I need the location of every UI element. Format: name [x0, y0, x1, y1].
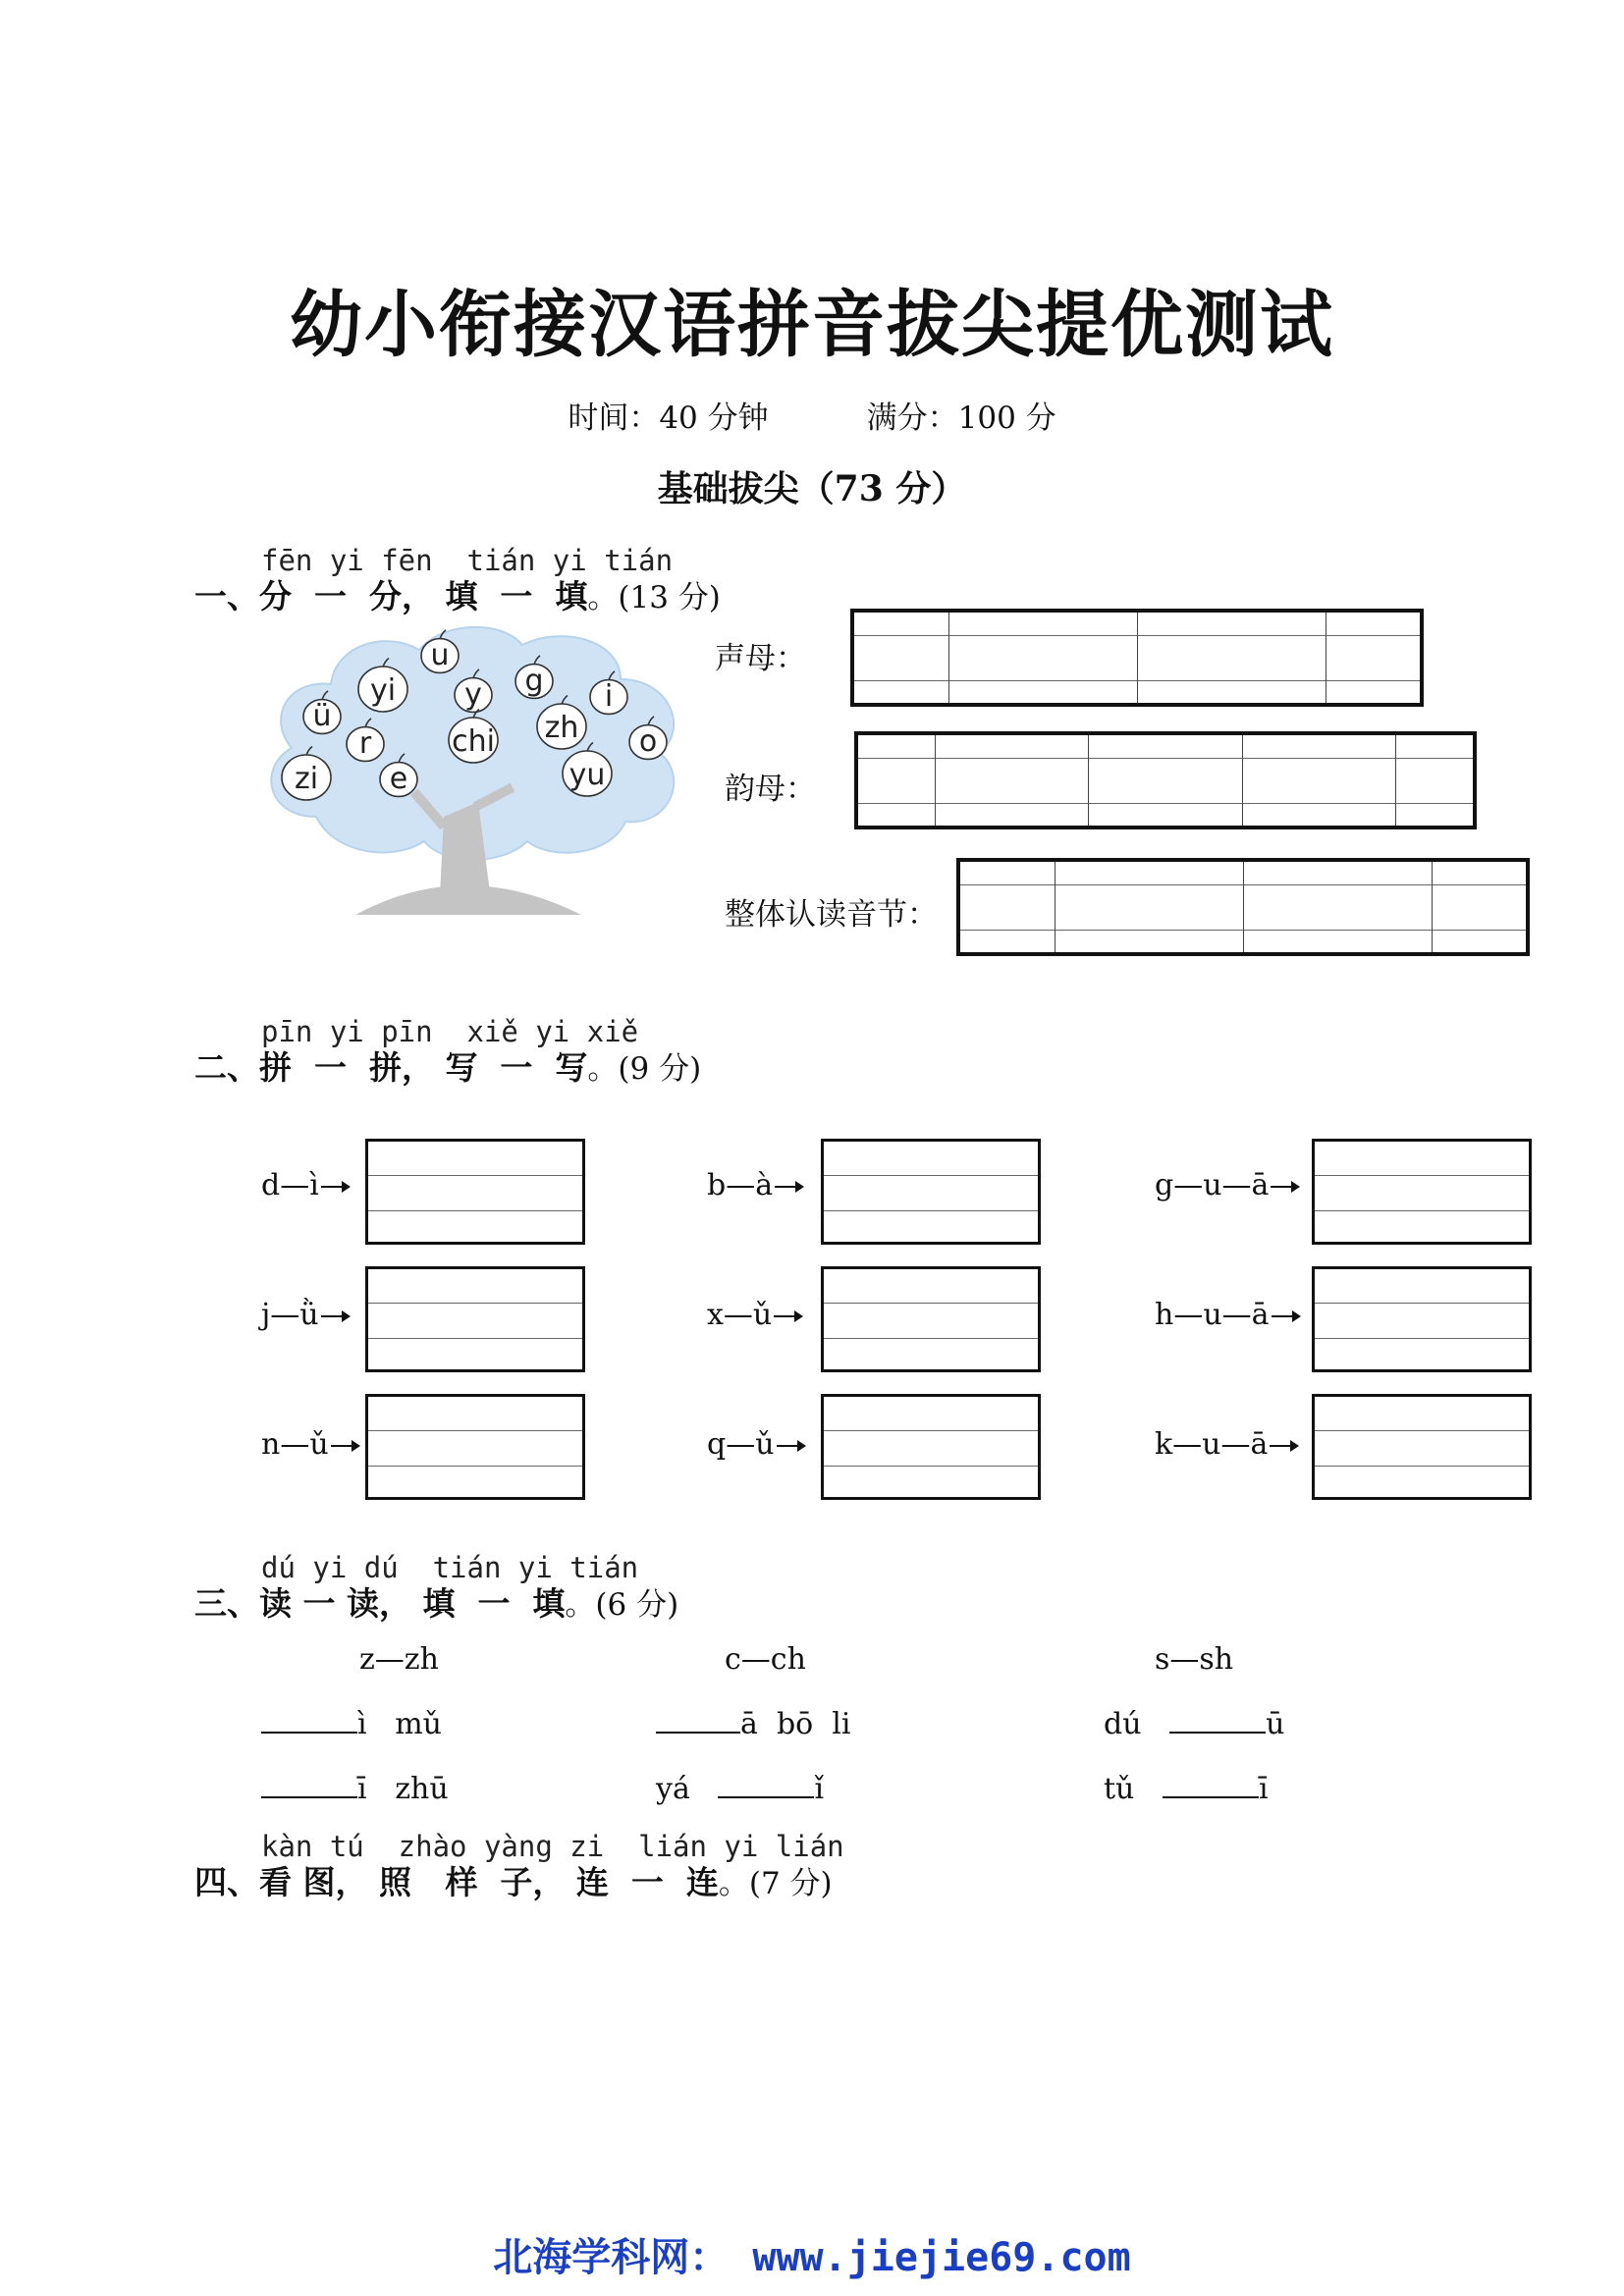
guide-line — [824, 1175, 1038, 1176]
q1-heading — [194, 571, 721, 617]
q2-heading — [194, 1042, 701, 1089]
spell-item — [707, 1427, 804, 1462]
label-shengmu: 声母： — [715, 641, 806, 676]
guide-line — [824, 1303, 1038, 1304]
guide-line — [1315, 1338, 1529, 1339]
answer-blank[interactable] — [718, 1771, 814, 1798]
fill-item-4: ī zhū — [261, 1771, 449, 1806]
write-box[interactable] — [1312, 1394, 1532, 1500]
q1-pinyin: fēn yi fēn tián yi tián — [261, 544, 674, 577]
fill-item-6: tǔ ī — [1104, 1772, 1269, 1806]
fill-item-5: yá ǐ — [656, 1772, 825, 1806]
exam-meta — [0, 393, 1624, 437]
write-box[interactable] — [365, 1139, 585, 1245]
apple-letter: r — [358, 726, 372, 761]
fill-item-1: ì mǔ — [261, 1706, 442, 1741]
spell-syllable: d—ì — [261, 1168, 319, 1202]
pair-z-zh: z—zh — [359, 1642, 439, 1677]
label-zhengti: 整体认读音节： — [725, 897, 938, 933]
apple-letter: zi — [294, 762, 319, 796]
guide-line — [824, 1338, 1038, 1339]
guide-line — [368, 1210, 582, 1211]
q4-heading — [194, 1857, 833, 1903]
spell-syllable: k—u—ā — [1155, 1427, 1269, 1462]
q2-score: 。(9 分) — [587, 1051, 702, 1087]
write-box[interactable] — [821, 1266, 1041, 1372]
footer-website[interactable]: 北海学科网： www.jiejie69.com — [493, 2235, 1131, 2280]
answer-blank[interactable] — [261, 1706, 357, 1734]
yunmu-cells — [858, 735, 1473, 826]
apple-letter: yu — [568, 758, 606, 792]
guide-line — [1315, 1175, 1529, 1176]
apple-letter: u — [430, 638, 450, 672]
q3-heading — [194, 1578, 678, 1625]
apple-letter: e — [389, 762, 408, 796]
pair-c-ch: c—ch — [725, 1642, 806, 1677]
spell-item — [1155, 1168, 1298, 1202]
spell-syllable: b—à — [707, 1168, 774, 1202]
arrow-icon — [774, 1315, 801, 1317]
spell-syllable: j—ǜ — [261, 1298, 319, 1332]
label-yunmu: 韵母： — [725, 772, 816, 807]
arrow-icon — [777, 1445, 804, 1447]
arrow-icon — [1270, 1445, 1297, 1447]
guide-line — [1315, 1466, 1529, 1467]
guide-line — [1315, 1303, 1529, 1304]
spell-syllable: n—ǔ — [261, 1427, 329, 1462]
spell-item — [707, 1168, 802, 1202]
apple-tree-image — [257, 620, 689, 915]
apple-letter: i — [604, 679, 614, 714]
write-box[interactable] — [1312, 1139, 1532, 1245]
yunmu-grid[interactable] — [854, 731, 1477, 829]
spell-item — [261, 1298, 349, 1332]
spell-syllable: x—ǔ — [707, 1298, 773, 1332]
pair-s-sh: s—sh — [1155, 1642, 1234, 1677]
guide-line — [368, 1466, 582, 1467]
spell-syllable: h—u—ā — [1155, 1298, 1270, 1332]
guide-line — [1315, 1210, 1529, 1211]
write-box[interactable] — [365, 1394, 585, 1500]
apple-letter: ü — [312, 699, 332, 733]
q2-pinyin: pīn yi pīn xiě yi xiě — [261, 1015, 639, 1048]
q3-score: 。(6 分) — [565, 1587, 679, 1623]
q1-score: 。(13 分) — [587, 580, 721, 615]
q4-pinyin: kàn tú zhào yàng zi lián yi lián — [261, 1830, 844, 1863]
write-box[interactable] — [821, 1139, 1041, 1245]
guide-line — [368, 1430, 582, 1431]
answer-blank[interactable] — [656, 1706, 740, 1734]
apple-letter: y — [464, 677, 482, 712]
spell-item — [261, 1427, 358, 1462]
apple-letter: chi — [452, 724, 495, 759]
zhengti-grid[interactable] — [956, 858, 1530, 956]
apple-letter: zh — [544, 711, 579, 745]
spell-item — [1155, 1298, 1299, 1332]
arrow-icon — [321, 1186, 349, 1188]
answer-blank[interactable] — [1169, 1706, 1266, 1734]
arrow-icon — [331, 1445, 358, 1447]
fill-item-3: dú ū — [1104, 1707, 1285, 1741]
guide-line — [1315, 1430, 1529, 1431]
shengmu-grid[interactable] — [850, 609, 1424, 707]
fill-item-2: ā bō li — [656, 1706, 851, 1741]
q4-title: 四、看 图， 照 样 子， 连 一 连 — [194, 1863, 719, 1901]
guide-line — [824, 1466, 1038, 1467]
full-score: 满分：100 分 — [866, 400, 1056, 436]
write-box[interactable] — [365, 1266, 585, 1372]
apple-letter: yi — [369, 673, 397, 708]
section-heading: 基础拔尖（73 分） — [657, 468, 967, 509]
spell-item — [261, 1168, 349, 1202]
apple-letter: g — [524, 664, 544, 698]
apple-letter: o — [638, 724, 658, 759]
q4-score: 。(7 分) — [718, 1866, 833, 1901]
shengmu-cells — [854, 613, 1420, 703]
guide-line — [368, 1303, 582, 1304]
guide-line — [368, 1338, 582, 1339]
page-title: 幼小衔接汉语拼音拔尖提优测试 — [290, 283, 1334, 367]
q3-pinyin: dú yi dú tián yi tián — [261, 1551, 639, 1584]
write-box[interactable] — [1312, 1266, 1532, 1372]
zhengti-cells — [960, 862, 1526, 952]
q3-title: 三、读 一 读， 填 一 填 — [194, 1584, 566, 1623]
guide-line — [824, 1430, 1038, 1431]
spell-syllable: q—ǔ — [707, 1427, 775, 1462]
arrow-icon — [775, 1186, 802, 1188]
guide-line — [368, 1175, 582, 1176]
spell-syllable: g—u—ā — [1155, 1168, 1270, 1202]
arrow-icon — [1271, 1186, 1298, 1188]
guide-line — [824, 1210, 1038, 1211]
write-box[interactable] — [821, 1394, 1041, 1500]
time-limit: 时间：40 分钟 — [568, 400, 769, 436]
q1-title: 一、分 一 分， 填 一 填 — [194, 577, 588, 615]
arrow-icon — [1272, 1315, 1299, 1317]
answer-blank[interactable] — [1163, 1771, 1259, 1798]
arrow-icon — [321, 1315, 349, 1317]
spell-item — [707, 1298, 801, 1332]
spell-item — [1155, 1427, 1297, 1462]
q2-title: 二、拼 一 拼， 写 一 写 — [194, 1048, 588, 1087]
answer-blank[interactable] — [261, 1771, 357, 1798]
